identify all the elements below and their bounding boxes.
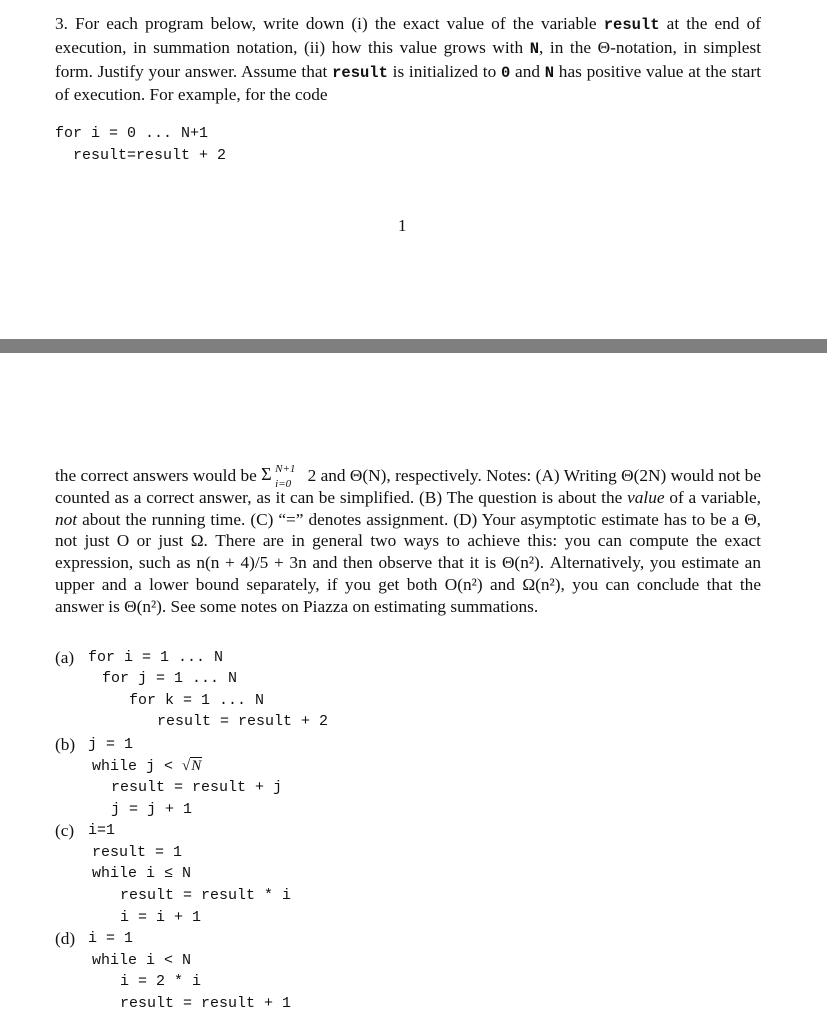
page-gap (0, 353, 827, 453)
problem-intro (55, 13, 761, 106)
part-d-line-1: i = 1 (88, 930, 134, 947)
part-c-line-2: result = 1 (92, 844, 183, 861)
var-result-2: result (332, 63, 388, 82)
continuation-text-1: the correct answers would be (55, 466, 257, 485)
part-c-line-1: i=1 (88, 822, 116, 839)
var-n: N (529, 39, 539, 58)
part-c-label: (c) (55, 821, 75, 840)
problem-number: 3. (55, 14, 68, 33)
continuation-text-3: of a variable, (669, 487, 761, 507)
page-number: 1 (398, 216, 407, 235)
part-c-line-5: i = i + 1 (120, 909, 202, 926)
part-c-line-4: result = result * i (120, 887, 292, 904)
part-a-line-4: result = result + 2 (157, 713, 329, 730)
sigma-glyph: Σ (261, 464, 272, 484)
part-d-line-4: result = result + 1 (120, 995, 292, 1012)
example-code-line-2: result=result + 2 (55, 147, 227, 164)
part-b-label: (b) (55, 735, 76, 754)
part-a-line-2: for j = 1 ... N (102, 670, 238, 687)
intro-text-2: at the end of execution, in summation notation, (ii) how this value grows with (55, 14, 761, 57)
part-b-line-4: j = j + 1 (111, 801, 193, 818)
not-word: not (55, 509, 78, 529)
intro-text-4: is initialized to (392, 61, 497, 81)
part-a-line-3: for k = 1 ... N (129, 692, 265, 709)
intro-text-5: and (515, 61, 540, 81)
part-b-while-text: while j < (92, 758, 174, 775)
summation-symbol (261, 463, 303, 490)
zero-value: 0 (500, 63, 511, 82)
part-a-line-1: for i = 1 ... N (88, 649, 224, 666)
intro-text-1: For each program below, write down (i) the exact value of the variable (75, 14, 597, 33)
page-divider (0, 339, 827, 353)
part-b-line-1: j = 1 (88, 736, 134, 753)
sqrt-sign: √ (182, 758, 191, 774)
intro-text-6: has positive value at the start of execution. For example, for the code (55, 61, 762, 105)
intro-text-3: , in the Θ-notation, in simplest form. Justify your answer. Assume that (55, 37, 761, 81)
sum-lower-limit: i=0 (275, 478, 292, 490)
part-b-line-3: result = result + j (111, 779, 283, 796)
part-d-line-2: while i < N (92, 952, 192, 969)
var-result: result (603, 16, 660, 34)
part-c-line-3: while i ≤ N (92, 865, 192, 882)
continuation-text-4: about the running time. (C) “=” denotes assignment. (D) Your asymptotic estimate has to be a Θ, not just O or just Ω. There are in general two ways to achieve this: you can compute the exact expression, such as n(n + 4)/5 + 3n and then observe that it is Θ(n²). Alternatively, you estimate an upper and a lower bound separately, if you get both O(n²) and Ω(n²), you can conclude that the answer is Θ(n²). See some notes on Piazza on estimating summations. (55, 509, 761, 616)
part-b-line-2 (92, 756, 202, 777)
var-n-2: N (544, 63, 555, 82)
part-a-label: (a) (55, 648, 75, 667)
example-code-line-1: for i = 0 ... N+1 (55, 125, 209, 142)
part-d-line-3: i = 2 * i (120, 973, 202, 990)
value-word: value (627, 487, 665, 507)
sqrt-radicand: N (191, 758, 202, 774)
sum-upper-limit: N+1 (275, 463, 296, 475)
part-d-label: (d) (55, 929, 76, 948)
continuation-text-2: 2 and Θ(N), respectively. Notes: (A) Writing Θ(2N) would not be counted as a correct answer, as it can be simplified. (B) The question is about the (55, 466, 761, 507)
continuation-paragraph (55, 464, 761, 618)
